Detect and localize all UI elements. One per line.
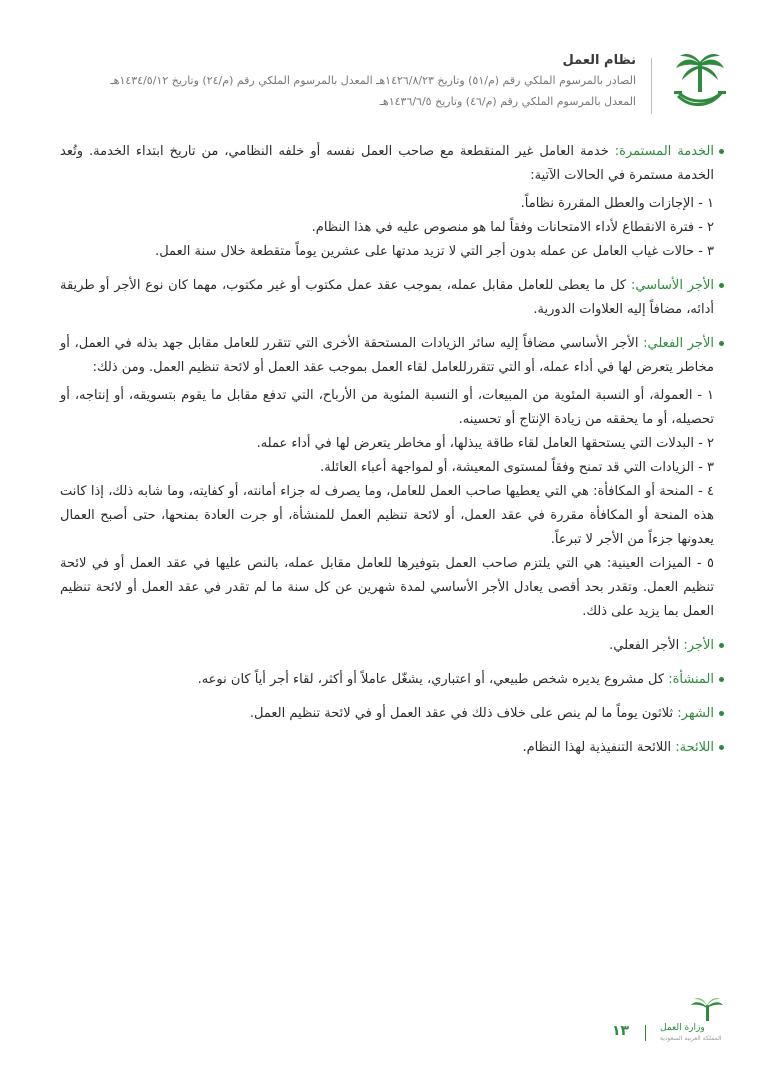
ministry-name: وزارة العمل	[660, 1023, 705, 1033]
ministry-subtitle: المملكة العربية السعودية	[660, 1035, 722, 1042]
page-header	[32, 52, 732, 122]
page-number: ١٣	[612, 1023, 630, 1039]
definitions-list	[60, 140, 714, 770]
footer-divider	[645, 1025, 646, 1041]
definition-body: الأجر الفعلي.	[609, 638, 684, 653]
sub-list-item: ٢ - فترة الانقطاع لأداء الامتحانات وفقاً لما هو منصوص عليه في هذا النظام.	[311, 220, 714, 235]
page-footer	[0, 995, 768, 1055]
decree-line-2: المعدل بالمرسوم الملكي رقم (م/٤٦) وتاريخ ١٤٣٦/٦/٥هـ	[379, 95, 636, 108]
definition-term: الأجر:	[683, 638, 714, 653]
definition-text	[60, 668, 714, 692]
definition-text	[60, 274, 714, 322]
definition-body: كل ما يعطى للعامل مقابل عمله، بموجب عقد عمل مكتوب أو غير مكتوب، مهما كان نوع الأجر أو طريقة أدائه، مضافاً إليه العلاوات الدورية.	[60, 278, 714, 317]
definition-text	[60, 634, 714, 658]
decree-line-1: الصادر بالمرسوم الملكي رقم (م/٥١) وتاريخ ١٤٢٦/٨/٢٣هـ المعدل بالمرسوم الملكي رقم (م/٢٤) وتاريخ ١٤٣٤/٥/١٢هـ	[110, 74, 636, 87]
definition-body: خدمة العامل غير المنقطعة مع صاحب العمل نفسه أو خلفه النظامي، من تاريخ ابتداء الخدمة. وتُعد الخدمة مستمرة في الحالات الآتية:	[60, 144, 714, 183]
bullet-icon	[719, 745, 724, 750]
definition-text	[60, 140, 714, 188]
definition-body: كل مشروع يديره شخص طبيعي، أو اعتباري، يشغّل عاملاً أو أكثر، لقاء أجر أياً كان نوعه.	[197, 672, 669, 687]
definition-term: الأجر الأساسي:	[630, 278, 714, 293]
definition-body: ثلاثون يوماً ما لم ينص على خلاف ذلك في عقد العمل أو في لائحة تنظيم العمل.	[249, 706, 678, 721]
sub-list	[60, 192, 714, 264]
definition-item	[60, 274, 714, 322]
definition-item	[60, 332, 714, 624]
bullet-icon	[719, 643, 724, 648]
definition-text	[60, 332, 714, 380]
definition-body: اللائحة التنفيذية لهذا النظام.	[522, 740, 676, 755]
sub-list-item: ١ - العمولة، أو النسبة المئوية من المبيعات، أو النسبة المئوية من الأرباح، التي تدفع مقابل ما يقوم بتسويقه، أو إنتاجه، أو تحصيله، أو ما يحققه من زيادة الإنتاج أو تحسينه.	[60, 388, 714, 427]
sub-list-item: ٣ - حالات غياب العامل عن عمله بدون أجر التي لا تزيد مدتها على عشرين يوماً متقطعة خلال سنة العمل.	[155, 244, 714, 259]
sub-list-item: ٥ - الميزات العينية: هي التي يلتزم صاحب العمل بتوفيرها للعامل مقابل عمله، بالنص عليها في عقد العمل أو في لائحة تنظيم العمل. وتقدر بحد أقصى يعادل الأجر الأساسي لمدة شهرين عن كل سنة ما لم تقدر في عقد العمل أو لائحة تنظيم العمل بما يزيد على ذلك.	[60, 556, 714, 619]
bullet-icon	[719, 677, 724, 682]
definition-term: اللائحة:	[675, 740, 714, 755]
bullet-icon	[719, 341, 724, 346]
definition-item	[60, 140, 714, 264]
definition-term: الشهر:	[677, 706, 714, 721]
sub-list	[60, 384, 714, 624]
saudi-emblem-icon	[668, 52, 732, 118]
sub-list-item: ٤ - المنحة أو المكافأة: هي التي يعطيها صاحب العمل للعامل، وما يصرف له جزاء أمانته، أو كفايته، وما شابه ذلك، إذا كانت هذه المنحة أو المكافأة مقررة في عقد العمل، أو لائحة تنظيم العمل للمنشأة، أو جرت العادة بمنحها، حتى أصبح العمال يعدونها جزءاً من الأجر لا تبرعاً.	[60, 484, 714, 547]
definition-item	[60, 702, 714, 726]
definition-item	[60, 634, 714, 658]
definition-item	[60, 736, 714, 760]
sub-list-item: ٣ - الزيادات التي قد تمنح وفقاً لمستوى المعيشة، أو لمواجهة أعباء العائلة.	[320, 460, 714, 475]
bullet-icon	[719, 149, 724, 154]
bullet-icon	[719, 711, 724, 716]
definition-item	[60, 668, 714, 692]
definition-term: الخدمة المستمرة:	[614, 144, 715, 159]
definition-term: الأجر الفعلي:	[643, 336, 714, 351]
bullet-icon	[719, 283, 724, 288]
definition-text	[60, 736, 714, 760]
definition-term: المنشأة:	[668, 672, 714, 687]
definition-body: الأجر الأساسي مضافاً إليه سائر الزيادات المستحقة الأخرى التي تتقرر للعامل مقابل جهد بذله في العمل، أو مخاطر يتعرض لها في أداء عمله، أو التي تتقررللعامل لقاء العمل بموجب عقد العمل أو لائحة تنظيم العمل. ومن ذلك:	[60, 336, 714, 375]
header-divider	[651, 58, 652, 114]
sub-list-item: ٢ - البدلات التي يستحقها العامل لقاء طاقة يبذلها، أو مخاطر يتعرض لها في أداء عمله.	[256, 436, 714, 451]
header-text	[110, 52, 636, 112]
definition-text	[60, 702, 714, 726]
sub-list-item: ١ - الإجازات والعطل المقررة نظاماً.	[520, 196, 714, 211]
document-title: نظام العمل	[562, 53, 636, 68]
